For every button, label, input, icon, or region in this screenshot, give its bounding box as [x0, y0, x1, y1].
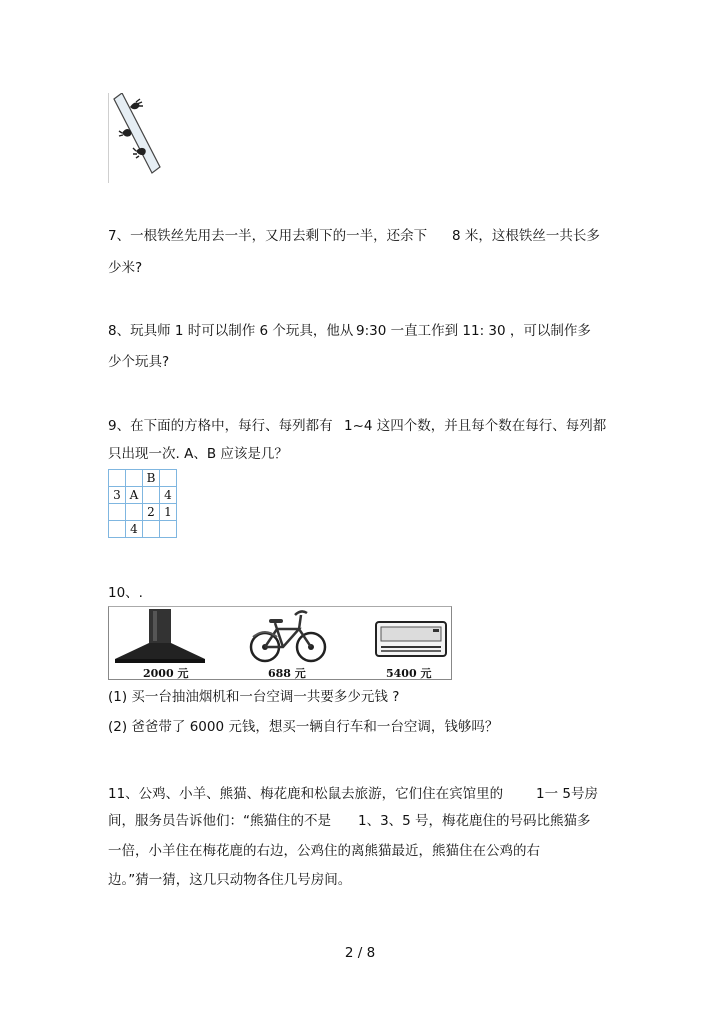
- grid-cell: [143, 521, 160, 538]
- grid-cell: [160, 470, 177, 487]
- q11-line4-text: 边。”猜一猜，这几只动物各住几号房间。: [108, 872, 352, 888]
- q8-line2-text: 少个玩具?: [108, 354, 170, 370]
- bicycle-icon: [249, 607, 329, 665]
- grid-cell: [143, 487, 160, 504]
- grid-cell: 3: [109, 487, 126, 504]
- grid-row: [109, 487, 177, 504]
- range-hood-icon: [113, 609, 209, 665]
- q10-title: 10、.: [108, 585, 143, 601]
- q11-line3-text: 一倍，小羊住在梅花鹿的右边，公鸡住的离熊猫最近，熊猫住在公鸡的右: [108, 843, 540, 859]
- grid-cell: [160, 521, 177, 538]
- q10-sub1-text: (1) 买一台抽油烟机和一台空调一共要多少元钱 ?: [108, 689, 400, 705]
- grid-cell: 4: [126, 521, 143, 538]
- q11-line1-continued: 1一 5号房: [536, 786, 598, 802]
- pole-hands-illustration: [108, 93, 164, 183]
- grid-cell: 4: [160, 487, 177, 504]
- q11-line2-continued: 1、3、5 号，梅花鹿住的号码比熊猫多: [358, 813, 591, 829]
- air-conditioner-price: 5400 元: [386, 667, 432, 680]
- grid-row: [109, 521, 177, 538]
- grid-cell: [109, 504, 126, 521]
- grid-cell: [109, 521, 126, 538]
- grid-cell: [126, 470, 143, 487]
- grid-row: [109, 470, 177, 487]
- pole-figure: [108, 93, 164, 183]
- grid-cell: 1: [160, 504, 177, 521]
- grid-cell: B: [143, 470, 160, 487]
- q9-line1-continued: 1~4 这四个数，并且每个数在每行、每列都: [344, 418, 607, 434]
- q11-line2-text: 间，服务员告诉他们：“熊猫住的不是: [108, 813, 331, 829]
- q10-sub2-text: (2) 爸爸带了 6000 元钱，想买一辆自行车和一台空调，钱够吗？: [108, 719, 499, 735]
- page-number: 2 / 8: [344, 945, 376, 961]
- grid-cell: [109, 470, 126, 487]
- products-figure: [108, 606, 452, 680]
- q7-line1-text: 7、一根铁丝先用去一半，又用去剩下的一半，还余下: [108, 228, 428, 244]
- range-hood-price: 2000 元: [143, 667, 189, 680]
- q7-line2-text: 少米?: [108, 260, 143, 276]
- q8-line1-continued: 9:30 一直工作到 11: 30 ，可以制作多: [356, 323, 591, 339]
- grid-cell: A: [126, 487, 143, 504]
- bicycle-price: 688 元: [268, 667, 306, 680]
- q9-line2-text: 只出现一次. A、B 应该是几？: [108, 446, 288, 462]
- grid-row: [109, 504, 177, 521]
- grid-cell: [126, 504, 143, 521]
- number-grid: [108, 469, 177, 538]
- grid-cell: 2: [143, 504, 160, 521]
- q7-line1-continued: 8 米，这根铁丝一共长多: [452, 228, 600, 244]
- q11-line1-text: 11、公鸡、小羊、熊猫、梅花鹿和松鼠去旅游，它们住在宾馆里的: [108, 786, 504, 802]
- q9-line1-text: 9、在下面的方格中，每行、每列都有: [108, 418, 333, 434]
- q8-line1-text: 8、玩具师 1 时可以制作 6 个玩具，他从: [108, 323, 354, 339]
- air-conditioner-icon: [375, 621, 447, 659]
